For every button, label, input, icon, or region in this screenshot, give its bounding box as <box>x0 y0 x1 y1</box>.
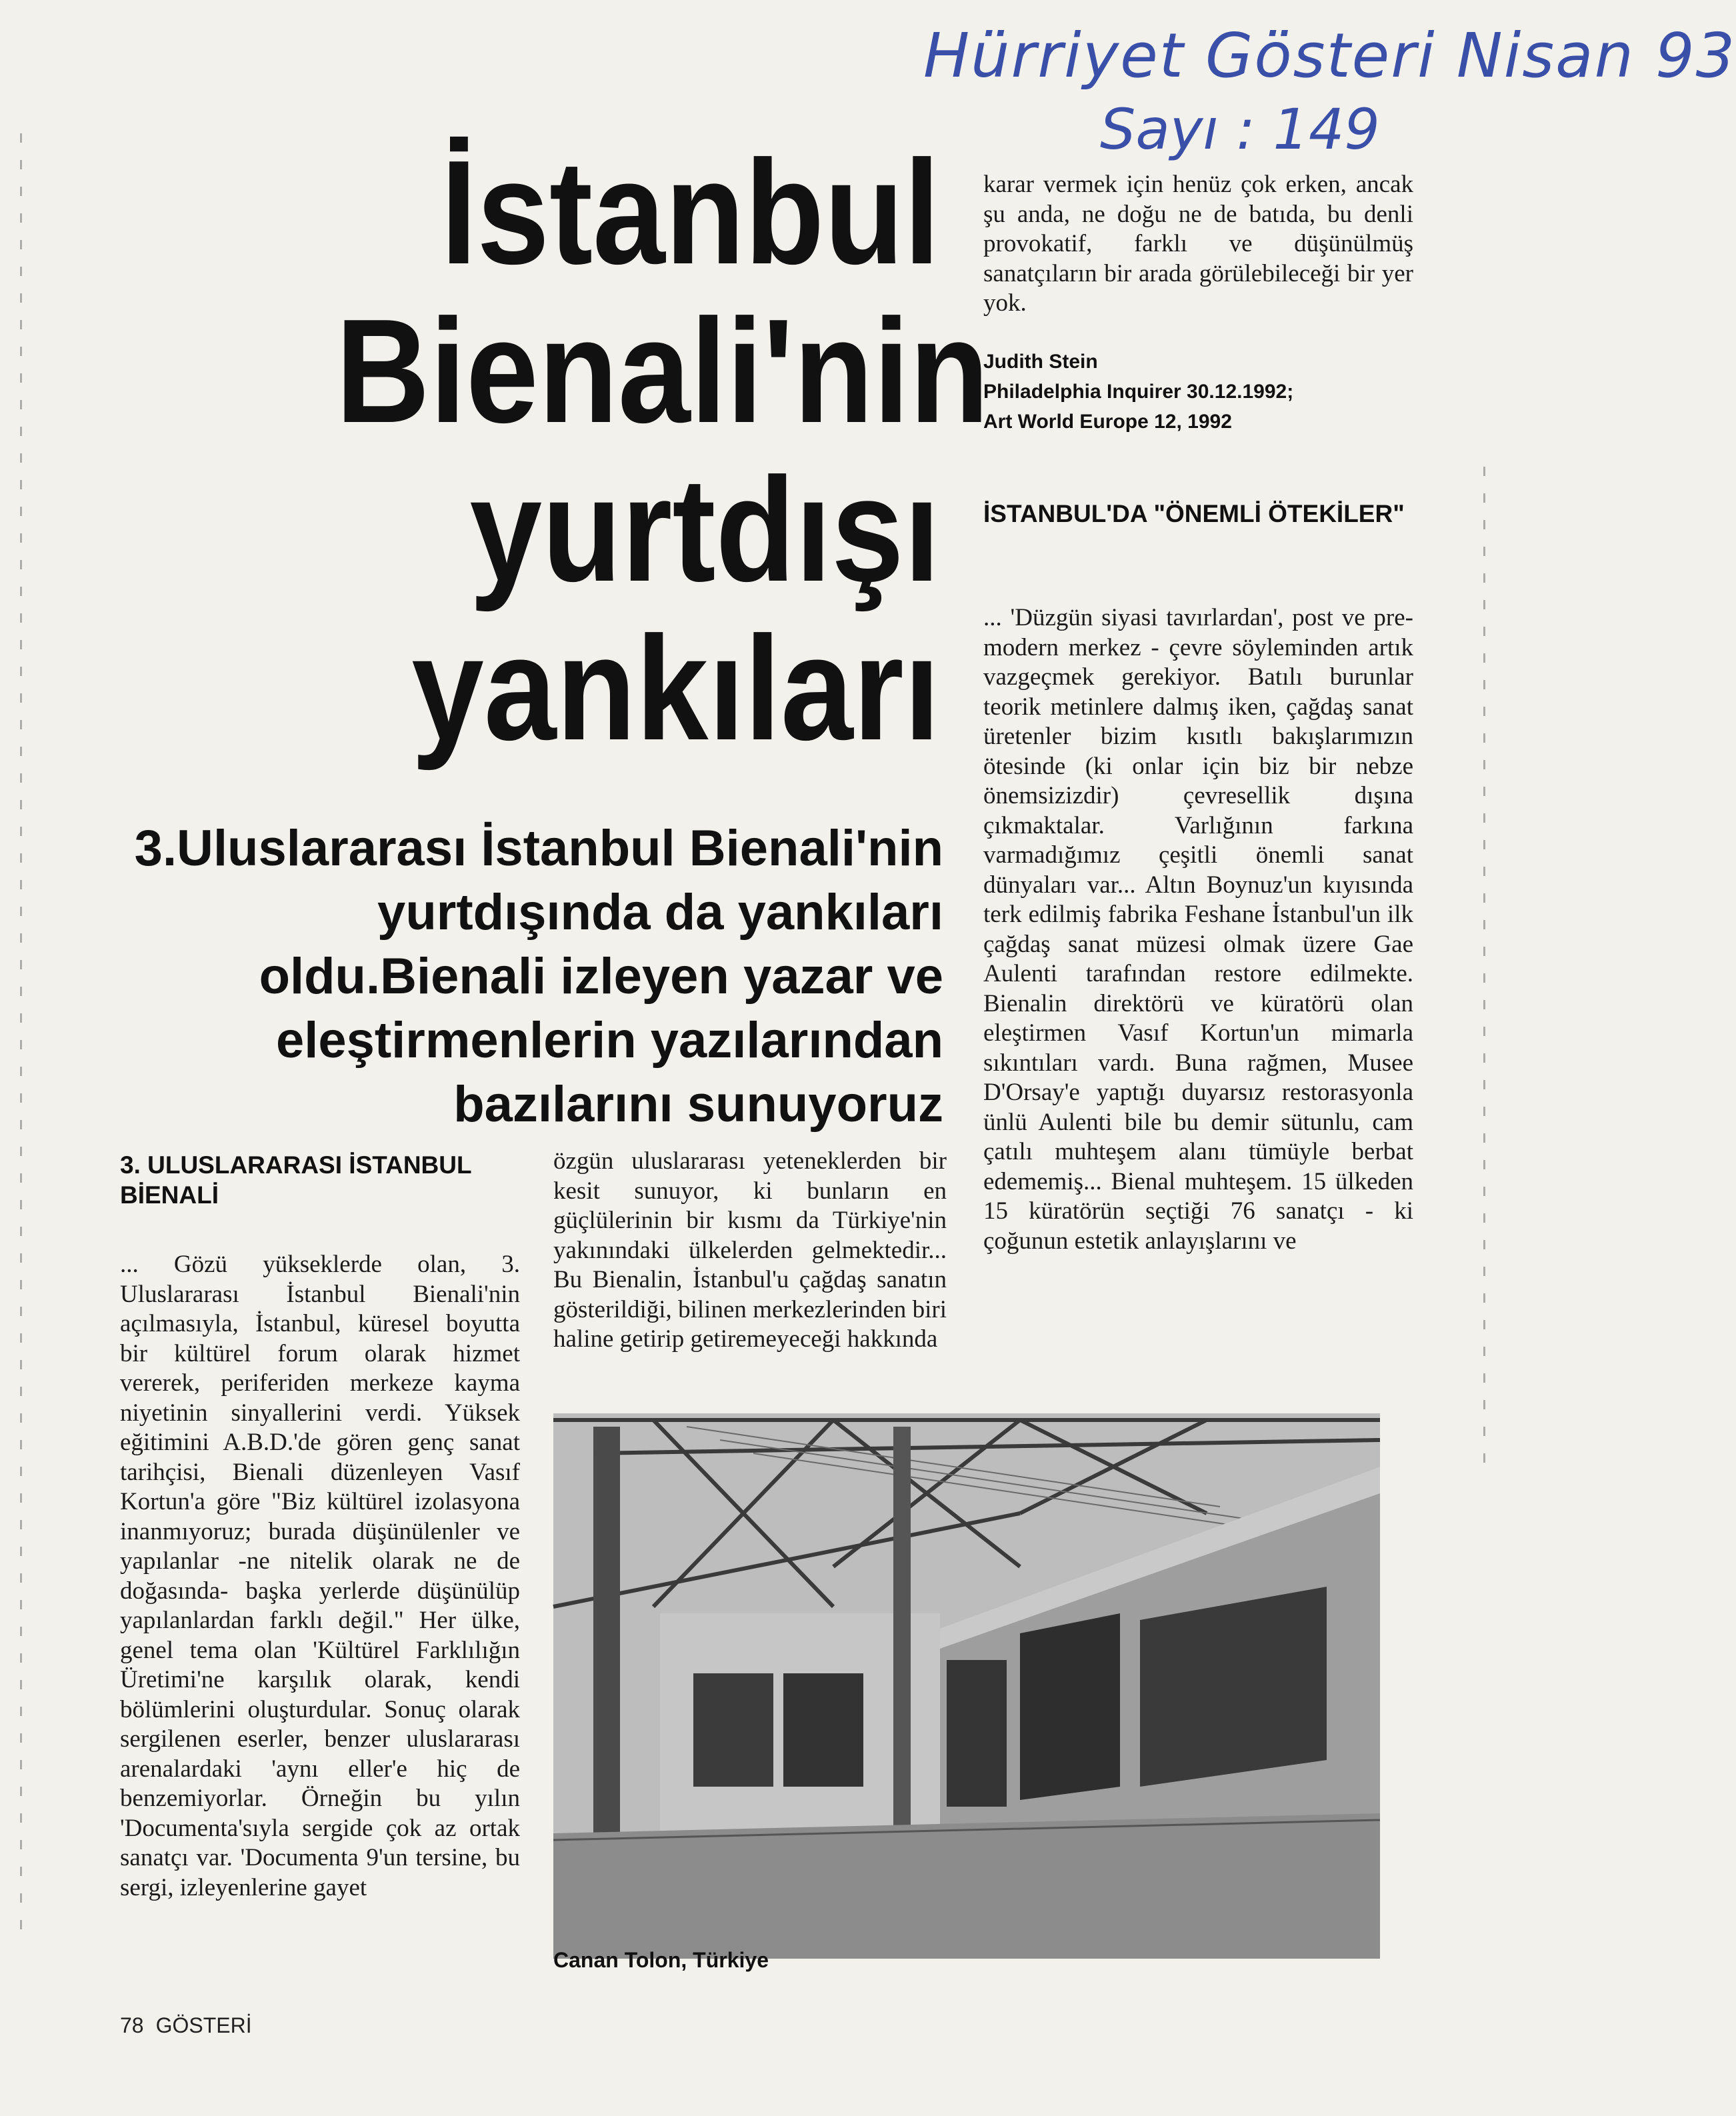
exhibition-photo <box>553 1413 1380 1959</box>
body-text: ... Gözü yükseklerde olan, 3. Uluslararası İstanbul Bienali'nin açılmasıyla, İstanbul, küresel boyutta bir kültürel forum olarak hizmet vererek, periferiden merkeze kayma niyetinin sinyallerini verdi. Yüksek eğitimini A.B.D.'de gören genç sanat tarihçisi, Bienali düzenleyen Vasıf Kortun'a göre "Biz kültürel izolasyona inanmıyoruz; burada düşünülenler ve yapılanlar -ne nitelik olarak ne de doğasında- başka yerlerde düşünülüp yapılanlardan farklı değil." Her ülke, genel tema olan 'Kültürel Farklılığın Üretimi'ne karşılık olarak, kendi bölümlerini oluşturdular. Sonuç olarak sergilenen eserler, benzer uluslararası arenalardaki 'aynı eller'e hiç de benzemiyorlar. Örneğin bu yılın 'Documenta'sıyla sergide çok az ortak sanatçı var. 'Documenta 9'un tersine, bu sergi, izleyenlerine gayet <box>120 1251 520 1901</box>
deck-line: eleştirmenlerin yazılarından <box>275 1012 943 1069</box>
handwritten-note-issue: Sayı : 149 <box>1100 97 1380 162</box>
body-text: özgün uluslararası yeteneklerden bir kesit sunuyor, ki bunların en güçlülerinin bir kısmı da Türkiye'nin yakınındaki ülkelerden gelmektedir... Bu Bienalin, İstanbul'u çağdaş sanatın gösterildiği, bilinen merkezlerinden biri haline getirip getiremeyeceği hakkında <box>553 1147 947 1353</box>
scan-edge-right <box>1483 467 1485 1467</box>
credit-source: Philadelphia Inquirer 30.12.1992; <box>983 381 1294 403</box>
body-text: ... 'Düzgün siyasi tavırlardan', post ve pre-modern merkez - çevre söyleminden artık vazgeçmek gerekiyor. Batılı burunlar teorik metinlere dalmış iken, çağdaş sanat üretenler bizim kısıtlı bakışlarımızın ötesinde (ki onlar için biz bir nebze önemsizizdir) çevresellik dışına çıkmaktalar. Varlığının farkına varmadığımız çeşitli önemli sanat dünyaları var... Altın Boynuz'un kıyısında terk edilmiş fabrika Feshane İstanbul'un ilk çağdaş sanat müzesi olmak üzere Gae Aulenti tarafından restore edilmekte. Bienalin direktörü ve küratörü olan eleştirmen Vasıf Kortun'un mimarla sıkıntıları vardı. Buna rağmen, Musee D'Orsay'e yaptığı duyarsız restorasyonla ünlü Aulenti bile bu demir sütunlu, cam çatılı muhteşem alanı tümüyle berbat edememiş... Bienal muhteşem. 15 ülkeden 15 küratörün seçtiği 76 sanatçı - ki çoğunun estetik anlayışlarını ve <box>983 604 1413 1255</box>
right-column-body <box>983 603 1413 1256</box>
deck <box>120 817 943 1137</box>
deck-line: bazılarını sunuyoruz <box>453 1076 943 1133</box>
right-column-intro <box>983 170 1413 319</box>
left-column-body <box>120 1250 520 1903</box>
headline-line: Bienali'nin <box>335 289 989 454</box>
section-heading: 3. ULUSLARARASI İSTANBUL BİENALİ <box>120 1151 471 1209</box>
section-heading: İSTANBUL'DA "ÖNEMLİ ÖTEKİLER" <box>983 500 1405 527</box>
deck-line: yurtdışında da yankıları <box>377 884 943 941</box>
middle-column-body <box>553 1147 947 1355</box>
deck-line: 3.Uluslararası İstanbul Bienali'nin <box>134 820 943 877</box>
deck-line: oldu.Bienali izleyen yazar ve <box>259 948 943 1005</box>
headline-line: İstanbul <box>441 130 940 295</box>
headline-line: yurtdışı <box>469 447 940 613</box>
scan-edge-left <box>20 133 22 1933</box>
photo-caption: Canan Tolon, Türkiye <box>553 1948 769 1972</box>
magazine-name: GÖSTERİ <box>155 2013 252 2037</box>
page-number: 78 <box>120 2013 144 2037</box>
quote-credit <box>983 347 1417 437</box>
credit-source: Art World Europe 12, 1992 <box>983 411 1232 433</box>
credit-author: Judith Stein <box>983 351 1098 373</box>
handwritten-note-source: Hürriyet Gösteri Nisan 93 <box>923 20 1736 91</box>
right-column-intro-text: karar vermek için henüz çok erken, ancak şu anda, ne doğu ne de batıda, bu denli provokatif, farklı ve düşünülmüş sanatçıların bir arada görülebileceği bir yer yok. <box>983 171 1413 317</box>
folio <box>120 2013 252 2038</box>
exhibition-hall-illustration <box>553 1413 1380 1959</box>
headline <box>335 130 989 771</box>
headline-line: yankıları <box>411 606 940 771</box>
